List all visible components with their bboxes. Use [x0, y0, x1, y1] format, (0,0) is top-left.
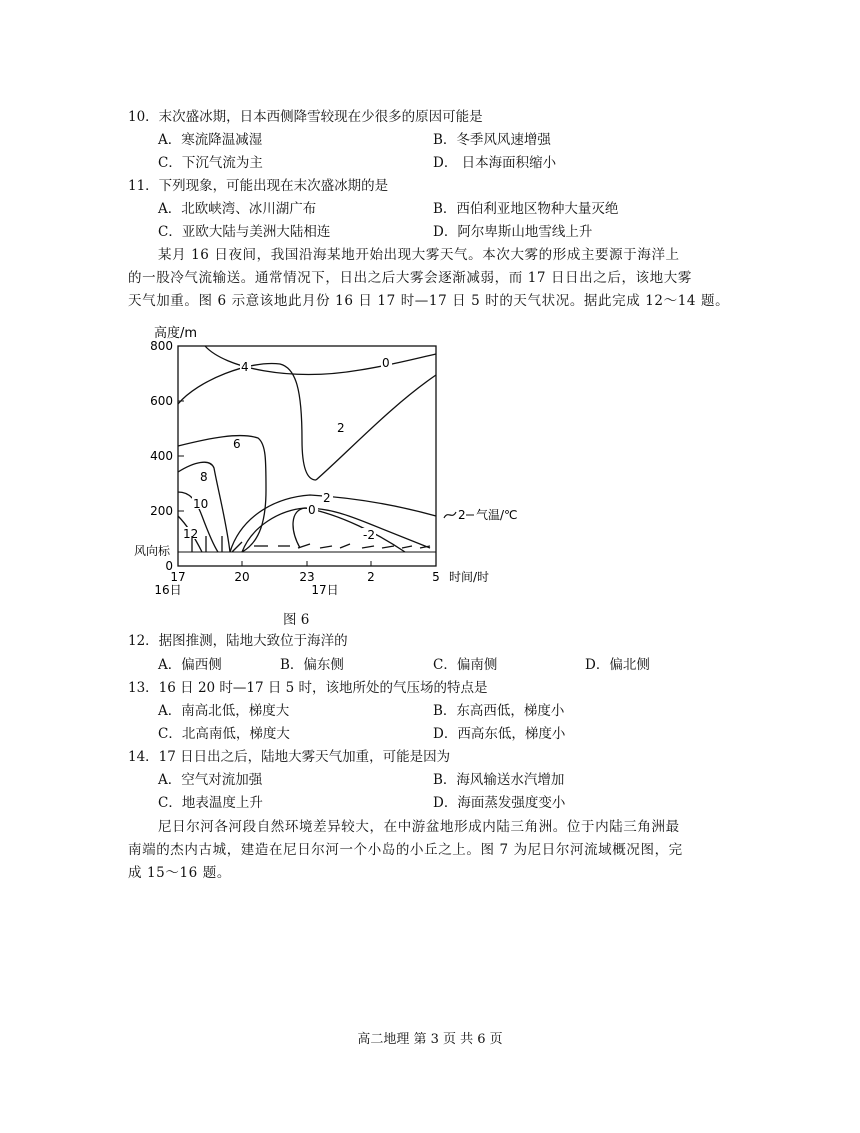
- legend-value: 2: [458, 508, 466, 522]
- q13-option-b: B．东高西低，梯度小: [433, 703, 565, 719]
- x-tick-2: 2: [367, 570, 375, 584]
- figure-caption: 图 6: [283, 612, 310, 628]
- q10-stem: 10．末次盛冰期，日本西侧降雪较现在少很多的原因可能是: [128, 109, 483, 125]
- q12-option-b: B．偏东侧: [280, 657, 344, 673]
- page-footer: 高二地理 第 3 页 共 6 页: [357, 1032, 503, 1047]
- q14-option-b: B．海风输送水汽增加: [433, 772, 565, 788]
- contour-label-10: 10: [193, 497, 209, 511]
- day-label-17: 17日: [311, 583, 339, 597]
- wind-barb: [362, 546, 374, 548]
- figure-6-contour-chart: [130, 320, 518, 602]
- q11-option-c: C．亚欧大陆与美洲大陆相连: [158, 224, 331, 240]
- y-axis-title: 高度/m: [154, 326, 198, 341]
- legend-text: 气温/℃: [476, 508, 518, 522]
- q14-option-a: A．空气对流加强: [158, 772, 263, 788]
- q12-option-c: C．偏南侧: [433, 657, 498, 673]
- passage-line: 成 15～16 题。: [128, 865, 231, 881]
- x-tick-17: 17: [170, 570, 186, 584]
- passage-line: 天气加重。图 6 示意该地此月份 16 日 17 时—17 日 5 时的天气状况。据此完成 12～14 题。: [128, 293, 730, 309]
- x-tick-23: 23: [299, 570, 315, 584]
- passage-line: 的一股冷气流输送。通常情况下，日出之后大雾会逐渐减弱，而 17 日日出之后，该地大雾: [128, 270, 692, 286]
- q10-option-c: C．下沉气流为主: [158, 155, 263, 171]
- legend-isotherm-sample: [444, 512, 456, 518]
- contour-label-minus2: -2: [363, 528, 375, 542]
- q10-option-a: A．寒流降温减湿: [158, 132, 263, 148]
- x-axis-title: 时间/时: [449, 570, 490, 584]
- wind-barb: [320, 546, 332, 548]
- q13-stem: 13．16 日 20 时—17 日 5 时，该地所处的气压场的特点是: [128, 680, 488, 696]
- wind-barb: [298, 544, 310, 548]
- contour-label-8: 8: [200, 470, 208, 484]
- q14-stem: 14．17 日日出之后，陆地大雾天气加重，可能是因为: [128, 749, 451, 765]
- isotherm-0-lower: [242, 508, 430, 552]
- y-tick-0: 0: [165, 559, 173, 573]
- q13-option-c: C．北高南低，梯度大: [158, 726, 290, 742]
- y-tick-600: 600: [150, 394, 173, 408]
- q11-option-a: A．北欧峡湾、冰川湖广布: [158, 201, 317, 217]
- q12-option-a: A．偏西侧: [158, 657, 222, 673]
- contour-label-0-lower: 0: [308, 503, 316, 517]
- legend: [444, 507, 518, 522]
- q11-stem: 11．下列现象，可能出现在末次盛冰期的是: [128, 178, 389, 194]
- q13-option-a: A．南高北低，梯度大: [158, 703, 290, 719]
- contour-label-0-upper: 0: [382, 356, 390, 370]
- q14-option-c: C．地表温度上升: [158, 795, 263, 811]
- contour-label-2-lower: 2: [323, 491, 331, 505]
- wind-barb: [382, 546, 394, 548]
- q10-option-b: B．冬季风风速增强: [433, 132, 551, 148]
- q10-option-d: D． 日本海面积缩小: [433, 155, 557, 171]
- passage-line: 南端的杰内古城，建造在尼日尔河一个小岛的小丘之上。图 7 为尼日尔河流域概况图，完: [128, 842, 683, 858]
- contour-label-6: 6: [233, 437, 241, 451]
- y-tick-800: 800: [150, 339, 173, 353]
- contour-label-12: 12: [183, 527, 199, 541]
- isotherm-0-upper: [205, 346, 436, 374]
- q13-option-d: D．西高东低，梯度小: [433, 726, 566, 742]
- q12-option-d: D．偏北侧: [585, 657, 650, 673]
- q12-stem: 12．据图推测，陆地大致位于海洋的: [128, 633, 348, 649]
- isotherm-2-upper: [316, 375, 436, 480]
- q11-option-d: D．阿尔卑斯山地雪线上升: [433, 224, 593, 240]
- q11-option-b: B．西伯利亚地区物种大量灭绝: [433, 201, 619, 217]
- chart-frame: [178, 346, 436, 566]
- isotherm-2-lower: [230, 495, 436, 552]
- y-ticks: [150, 339, 184, 573]
- day-label-16: 16日: [154, 583, 182, 597]
- y-tick-400: 400: [150, 449, 173, 463]
- y-tick-200: 200: [150, 504, 173, 518]
- passage-line: 某月 16 日夜间，我国沿海某地开始出现大雾天气。本次大雾的形成主要源于海洋上: [158, 247, 680, 263]
- q14-option-d: D．海面蒸发强度变小: [433, 795, 566, 811]
- wind-barb: [340, 544, 350, 548]
- contour-label-2-upper: 2: [337, 421, 345, 435]
- x-tick-5: 5: [432, 570, 440, 584]
- passage-line: 尼日尔河各河段自然环境差异较大，在中游盆地形成内陆三角洲。位于内陆三角洲最: [158, 819, 680, 835]
- wind-vane-label: 风向标: [134, 544, 171, 558]
- x-tick-20: 20: [234, 570, 250, 584]
- wind-barb: [402, 546, 412, 548]
- contour-labels: [182, 356, 392, 542]
- contour-label-4: 4: [241, 360, 249, 374]
- isotherms: [178, 346, 436, 552]
